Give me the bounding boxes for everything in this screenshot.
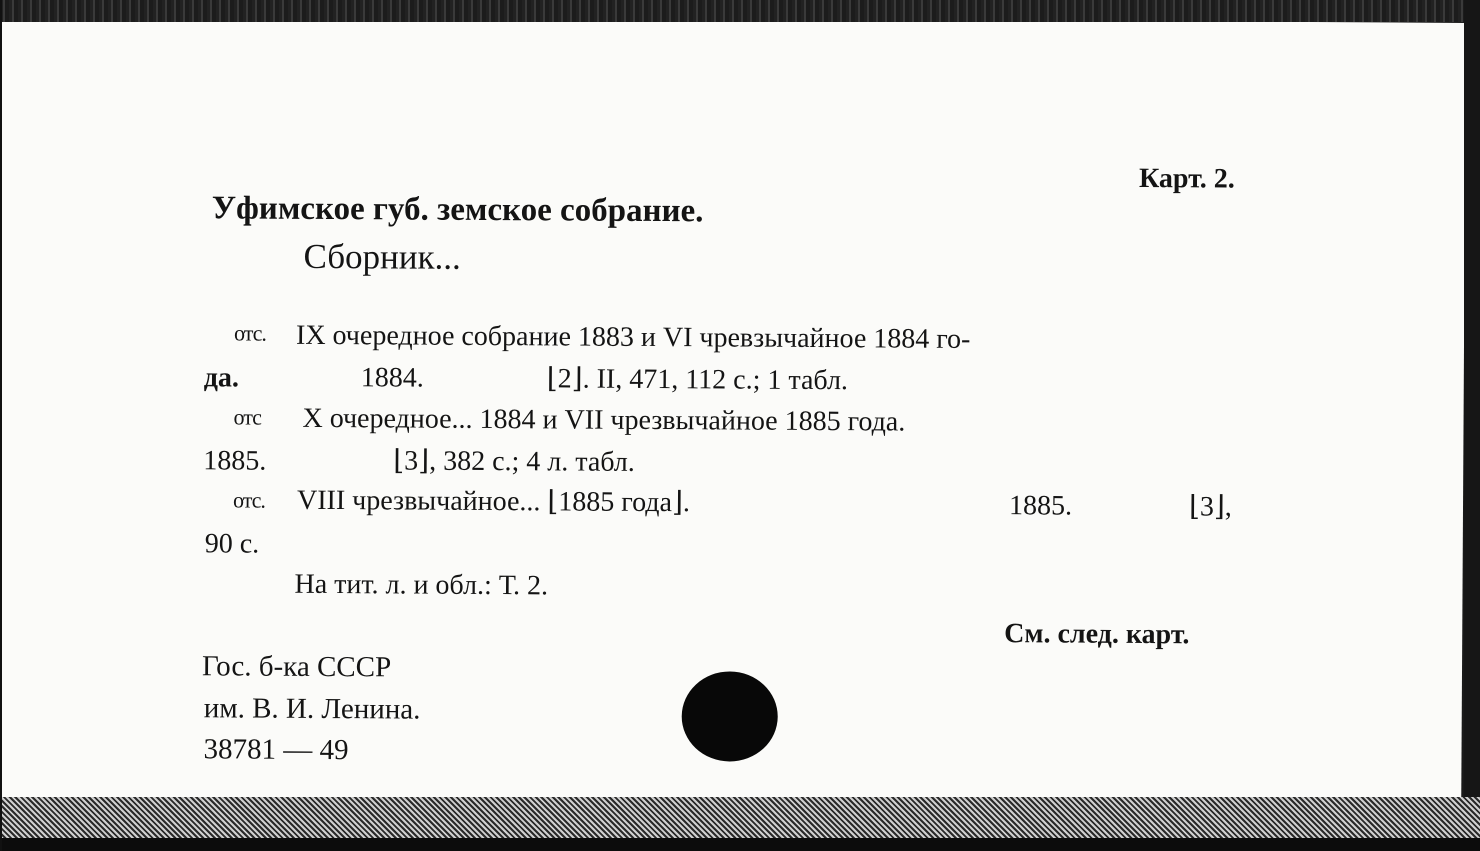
entry-3-mark: отс. — [232, 487, 265, 513]
catalog-card — [0, 14, 1466, 849]
punch-hole — [681, 671, 778, 762]
scan-left-edge — [0, 0, 2, 851]
library-line-1: Гос. б-ка СССР — [201, 650, 392, 684]
entry-3-line1-b: 1885. — [1008, 490, 1073, 522]
entry-2-line1: X очередное... 1884 и VII чрезвычайное 1885 года. — [302, 402, 906, 438]
entry-3-line1-a: VIII чрезвычайное... ⌊1885 года⌋. — [296, 484, 691, 519]
scan-right-edge — [1464, 0, 1480, 851]
library-line-2: им. В. И. Ленина. — [203, 692, 421, 726]
entry-2-line2-b: ⌊3⌋, 382 с.; 4 л. табл. — [393, 445, 635, 478]
card-heading: Уфимское губ. земское собрание. — [211, 190, 704, 230]
entry-1-line2-a: да. — [203, 362, 240, 394]
library-line-3: 38781 — 49 — [203, 733, 349, 767]
entry-2-mark: отс — [233, 404, 261, 430]
card-note: На тит. л. и обл.: Т. 2. — [294, 568, 549, 602]
entry-1-line2-b: 1884. — [360, 362, 424, 394]
scan-top-edge — [0, 0, 1480, 22]
scan-bottom-border — [0, 838, 1480, 851]
entry-1-line2-c: ⌊2⌋. II, 471, 112 с.; 1 табл. — [546, 363, 849, 397]
card-number: Карт. 2. — [1138, 162, 1235, 195]
entry-1-mark: отс. — [233, 320, 266, 346]
see-next-card: См. след. карт. — [1004, 618, 1190, 651]
entry-3-line1-c: ⌊3⌋, — [1188, 491, 1232, 523]
entry-1-line1: IX очередное собрание 1883 и VI чревзычайное 1884 го- — [295, 319, 971, 355]
entry-2-line2-a: 1885. — [203, 445, 267, 477]
card-title: Сборник... — [303, 236, 461, 277]
entry-3-line2: 90 с. — [204, 528, 260, 560]
